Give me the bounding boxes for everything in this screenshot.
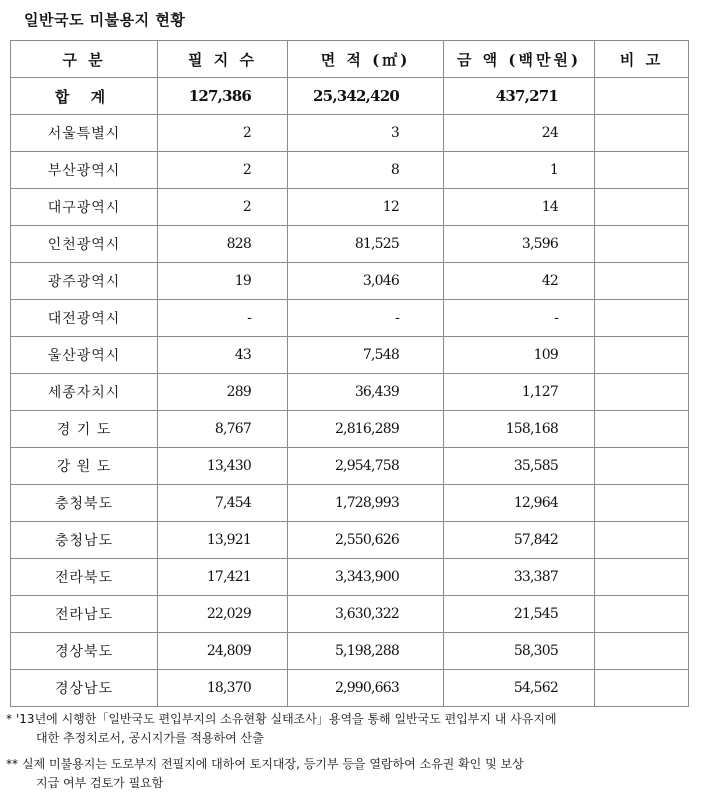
table-row	[11, 189, 689, 226]
area-cell: 3	[288, 115, 444, 152]
total-area: 25,342,420	[288, 78, 444, 115]
table-row	[11, 633, 689, 670]
note-cell	[595, 374, 689, 411]
region-cell: 경상북도	[11, 633, 158, 670]
parcels-cell: 2	[158, 115, 288, 152]
total-row	[11, 78, 689, 115]
parcels-cell: 8,767	[158, 411, 288, 448]
note-cell	[595, 189, 689, 226]
footnote-mark: **	[6, 757, 18, 771]
parcels-cell: 19	[158, 263, 288, 300]
amount-cell: -	[444, 300, 595, 337]
amount-cell: 109	[444, 337, 595, 374]
area-cell: 81,525	[288, 226, 444, 263]
table-row	[11, 596, 689, 633]
amount-cell: 1,127	[444, 374, 595, 411]
table-row	[11, 411, 689, 448]
parcels-cell: 2	[158, 189, 288, 226]
region-cell: 서울특별시	[11, 115, 158, 152]
area-cell: -	[288, 300, 444, 337]
footnote-2	[6, 755, 696, 793]
table-row	[11, 374, 689, 411]
parcels-cell: 13,921	[158, 522, 288, 559]
table-row	[11, 300, 689, 337]
amount-cell: 24	[444, 115, 595, 152]
parcels-cell: 289	[158, 374, 288, 411]
table-row	[11, 448, 689, 485]
amount-cell: 57,842	[444, 522, 595, 559]
table-row	[11, 522, 689, 559]
total-note	[595, 78, 689, 115]
header-amount: 금 액 (백만원)	[444, 41, 595, 78]
area-cell: 2,990,663	[288, 670, 444, 707]
total-amount: 437,271	[444, 78, 595, 115]
note-cell	[595, 633, 689, 670]
note-cell	[595, 411, 689, 448]
amount-cell: 158,168	[444, 411, 595, 448]
table-row	[11, 152, 689, 189]
region-cell: 충청북도	[11, 485, 158, 522]
region-cell: 부산광역시	[11, 152, 158, 189]
amount-cell: 3,596	[444, 226, 595, 263]
header-note: 비 고	[595, 41, 689, 78]
parcels-cell: 7,454	[158, 485, 288, 522]
amount-cell: 21,545	[444, 596, 595, 633]
region-cell: 세종자치시	[11, 374, 158, 411]
area-cell: 3,630,322	[288, 596, 444, 633]
region-cell: 전라남도	[11, 596, 158, 633]
total-label: 합 계	[11, 78, 158, 115]
total-parcels: 127,386	[158, 78, 288, 115]
amount-cell: 12,964	[444, 485, 595, 522]
header-parcels: 필 지 수	[158, 41, 288, 78]
area-cell: 2,954,758	[288, 448, 444, 485]
note-cell	[595, 596, 689, 633]
region-cell: 전라북도	[11, 559, 158, 596]
area-cell: 12	[288, 189, 444, 226]
table-row	[11, 485, 689, 522]
area-cell: 3,343,900	[288, 559, 444, 596]
note-cell	[595, 485, 689, 522]
footnote-mark: *	[6, 712, 12, 726]
region-cell: 경 기 도	[11, 411, 158, 448]
header-area: 면 적 (㎡)	[288, 41, 444, 78]
table-row	[11, 115, 689, 152]
footnote-text: 실제 미불용지는 도로부지 전필지에 대하여 토지대장, 등기부 등을 열람하여 소유권 확인 및 보상	[22, 757, 524, 771]
note-cell	[595, 263, 689, 300]
footnotes	[6, 710, 696, 800]
header-region: 구 분	[11, 41, 158, 78]
note-cell	[595, 522, 689, 559]
note-cell	[595, 226, 689, 263]
region-cell: 광주광역시	[11, 263, 158, 300]
amount-cell: 35,585	[444, 448, 595, 485]
area-cell: 5,198,288	[288, 633, 444, 670]
area-cell: 36,439	[288, 374, 444, 411]
area-cell: 2,816,289	[288, 411, 444, 448]
table-header-row	[11, 41, 689, 78]
region-cell: 강 원 도	[11, 448, 158, 485]
table-row	[11, 337, 689, 374]
amount-cell: 1	[444, 152, 595, 189]
unpaid-land-table	[10, 40, 689, 707]
note-cell	[595, 300, 689, 337]
area-cell: 8	[288, 152, 444, 189]
parcels-cell: 22,029	[158, 596, 288, 633]
footnote-1	[6, 710, 696, 748]
table-row	[11, 670, 689, 707]
amount-cell: 58,305	[444, 633, 595, 670]
note-cell	[595, 152, 689, 189]
region-cell: 대구광역시	[11, 189, 158, 226]
page-title: 일반국도 미불용지 현황	[24, 11, 186, 29]
area-cell: 3,046	[288, 263, 444, 300]
area-cell: 2,550,626	[288, 522, 444, 559]
area-cell: 7,548	[288, 337, 444, 374]
region-cell: 경상남도	[11, 670, 158, 707]
parcels-cell: -	[158, 300, 288, 337]
note-cell	[595, 448, 689, 485]
parcels-cell: 13,430	[158, 448, 288, 485]
amount-cell: 42	[444, 263, 595, 300]
parcels-cell: 17,421	[158, 559, 288, 596]
table-row	[11, 226, 689, 263]
region-cell: 인천광역시	[11, 226, 158, 263]
region-cell: 충청남도	[11, 522, 158, 559]
table-row	[11, 263, 689, 300]
note-cell	[595, 559, 689, 596]
footnote-text: '13년에 시행한「일반국도 편입부지의 소유현황 실태조사」용역을 통해 일반국도 편입부지 내 사유지에	[16, 712, 557, 726]
region-cell: 울산광역시	[11, 337, 158, 374]
footnote-text-cont: 지급 여부 검토가 필요함	[36, 776, 164, 790]
parcels-cell: 828	[158, 226, 288, 263]
note-cell	[595, 115, 689, 152]
area-cell: 1,728,993	[288, 485, 444, 522]
region-cell: 대전광역시	[11, 300, 158, 337]
note-cell	[595, 337, 689, 374]
footnote-text-cont: 대한 추정치로서, 공시지가를 적용하여 산출	[36, 731, 264, 745]
note-cell	[595, 670, 689, 707]
parcels-cell: 24,809	[158, 633, 288, 670]
parcels-cell: 2	[158, 152, 288, 189]
table-row	[11, 559, 689, 596]
parcels-cell: 18,370	[158, 670, 288, 707]
amount-cell: 33,387	[444, 559, 595, 596]
amount-cell: 54,562	[444, 670, 595, 707]
parcels-cell: 43	[158, 337, 288, 374]
amount-cell: 14	[444, 189, 595, 226]
